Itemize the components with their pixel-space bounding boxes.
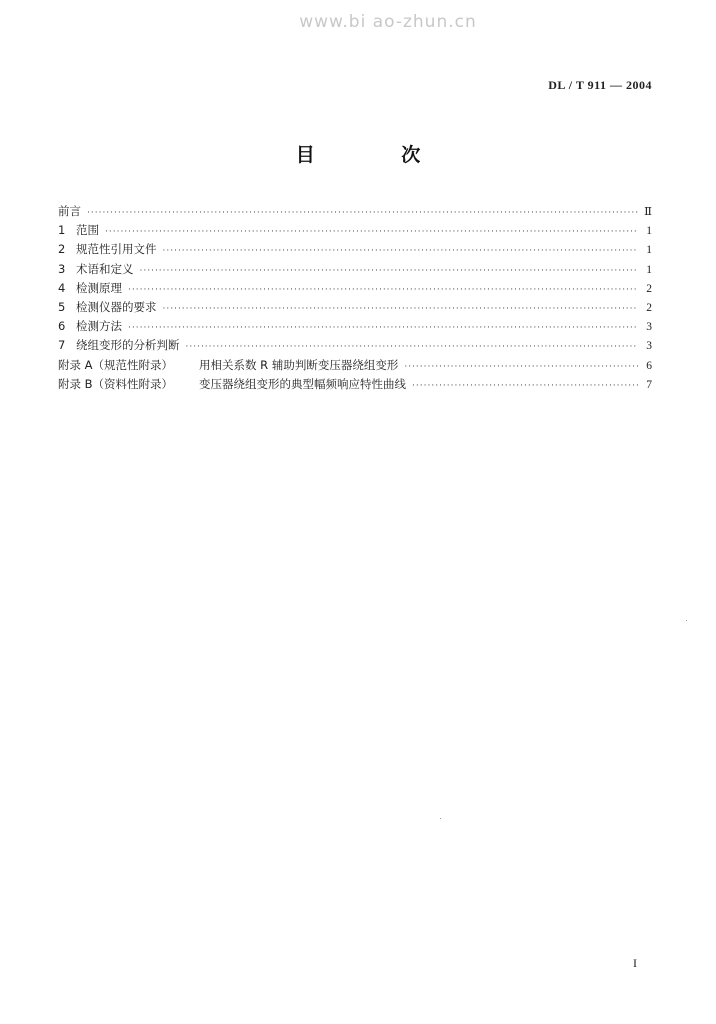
toc-entry-scope[interactable]	[58, 221, 652, 240]
watermark-url: www.bi ao-zhun.cn	[299, 12, 477, 32]
toc-entry-number: 1	[58, 223, 66, 238]
toc-entry-number: 5	[58, 299, 66, 314]
toc-entry-number: 6	[58, 319, 66, 334]
toc-entry-appendix-b[interactable]	[58, 375, 652, 394]
toc-leader-dots	[87, 204, 638, 223]
toc-entry-label: 检测原理	[76, 280, 122, 295]
toc-leader-dots	[128, 281, 638, 300]
toc-leader-dots	[140, 262, 639, 281]
toc-leader-dots	[412, 377, 638, 396]
toc-entry-label: 检测仪器的要求	[76, 299, 157, 314]
toc-entry-number: 2	[58, 242, 66, 257]
toc-entry-label: 规范性引用文件	[76, 242, 157, 257]
toc-leader-dots	[163, 242, 639, 261]
scan-speck	[686, 620, 687, 621]
toc-entry-analysis[interactable]	[58, 336, 652, 355]
toc-entry-label: 变压器绕组变形的典型幅频响应特性曲线	[199, 376, 407, 391]
toc-entry-instrument-requirements[interactable]	[58, 298, 652, 317]
toc-entry-method[interactable]	[58, 317, 652, 336]
toc-entry-page: 2	[646, 301, 652, 314]
table-of-contents	[58, 202, 652, 394]
toc-entry-page: 1	[646, 244, 652, 257]
appendix-prefix: 附录 A（规范性附录）	[58, 357, 174, 372]
toc-entry-page: 6	[646, 359, 652, 372]
toc-entry-label: 绕组变形的分析判断	[76, 338, 180, 353]
toc-entry-page: 1	[646, 263, 652, 276]
toc-entry-page: 3	[646, 340, 652, 353]
toc-entry-label: 检测方法	[76, 319, 122, 334]
toc-entry-page: 7	[646, 378, 652, 391]
toc-entry-label: 前言	[58, 204, 81, 218]
toc-entry-principle[interactable]	[58, 279, 652, 298]
toc-entry-terms[interactable]	[58, 260, 652, 279]
toc-entry-page: 1	[646, 225, 652, 238]
toc-entry-normative-references[interactable]	[58, 240, 652, 259]
toc-entry-label: 范围	[76, 223, 99, 238]
appendix-prefix: 附录 B（资料性附录）	[58, 376, 174, 391]
toc-entry-label: 用相关系数 R 辅助判断变压器绕组变形	[199, 357, 399, 372]
toc-entry-number: 3	[58, 261, 66, 276]
toc-entry-number: 4	[58, 280, 66, 295]
page-title: 目 次	[295, 144, 461, 166]
toc-entry-page: Ⅱ	[644, 206, 652, 218]
scan-speck	[440, 818, 441, 819]
toc-entry-page: 2	[646, 282, 652, 295]
page-number: I	[633, 956, 637, 970]
standard-code: DL / T 911 — 2004	[548, 78, 652, 92]
toc-entry-label: 术语和定义	[76, 261, 134, 276]
toc-entry-number: 7	[58, 338, 66, 353]
toc-entry-foreword[interactable]	[58, 202, 652, 221]
toc-leader-dots	[128, 319, 638, 338]
toc-entry-page: 3	[646, 321, 652, 334]
toc-leader-dots	[163, 300, 639, 319]
toc-entry-appendix-a[interactable]	[58, 356, 652, 375]
toc-leader-dots	[105, 223, 638, 242]
toc-leader-dots	[404, 358, 638, 377]
